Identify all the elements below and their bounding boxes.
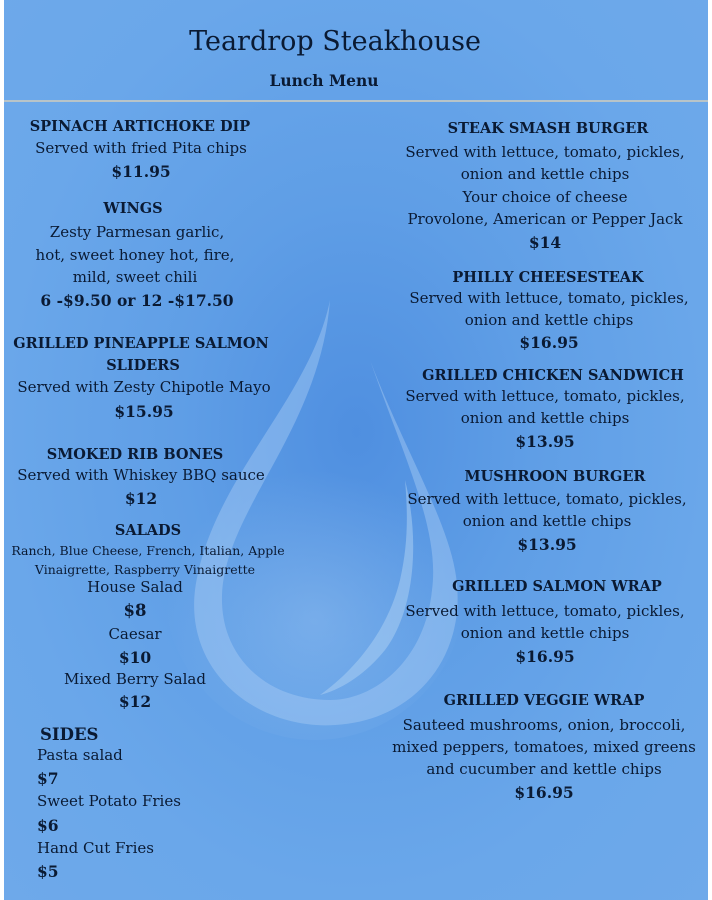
salmon-wrap-name: GRILLED SALMON WRAP <box>452 578 662 595</box>
smash-burger-name: STEAK SMASH BURGER <box>447 120 649 137</box>
wings-desc-1: Zesty Parmesan garlic, <box>49 223 225 241</box>
salmon-wrap-desc-2: onion and kettle chips <box>460 624 630 642</box>
side-item-name: Sweet Potato Fries <box>37 792 181 810</box>
salmon-sliders-name-1: GRILLED PINEAPPLE SALMON <box>13 335 269 352</box>
salad-item-price: $8 <box>123 601 147 620</box>
veggie-wrap-name: GRILLED VEGGIE WRAP <box>443 692 645 709</box>
restaurant-title: Teardrop Steakhouse <box>189 26 481 57</box>
smash-burger-desc-4: Provolone, American or Pepper Jack <box>407 210 683 228</box>
smash-burger-desc-2: onion and kettle chips <box>460 165 630 183</box>
mushroom-burger-name: MUSHROON BURGER <box>464 468 646 485</box>
salads-dressings-2: Vinaigrette, Raspberry Vinaigrette <box>34 562 256 577</box>
salmon-sliders-desc: Served with Zesty Chipotle Mayo <box>17 378 271 396</box>
salmon-wrap-desc-1: Served with lettuce, tomato, pickles, <box>405 602 685 620</box>
salmon-sliders-name-2: SLIDERS <box>106 357 180 374</box>
header-divider <box>4 100 708 102</box>
sides-heading: SIDES <box>40 725 99 744</box>
spinach-dip-desc: Served with fried Pita chips <box>35 139 247 157</box>
chicken-sandwich-name: GRILLED CHICKEN SANDWICH <box>422 367 684 384</box>
philly-name: PHILLY CHEESESTEAK <box>452 269 644 286</box>
rib-bones-price: $12 <box>124 489 158 508</box>
side-item-price: $7 <box>37 769 59 788</box>
salad-item-name: Caesar <box>108 625 162 643</box>
smash-burger-desc-3: Your choice of cheese <box>462 188 628 206</box>
wings-desc-2: hot, sweet honey hot, fire, <box>35 246 235 264</box>
veggie-wrap-desc-2: mixed peppers, tomatoes, mixed greens <box>392 738 696 756</box>
chicken-sandwich-desc-2: onion and kettle chips <box>460 409 630 427</box>
page-edge-left <box>0 0 4 900</box>
rib-bones-name: SMOKED RIB BONES <box>46 446 224 463</box>
mushroom-burger-price: $13.95 <box>517 535 577 554</box>
salad-item-name: Mixed Berry Salad <box>64 670 206 688</box>
menu-subtitle: Lunch Menu <box>269 71 379 90</box>
side-item-name: Hand Cut Fries <box>37 839 154 857</box>
smash-burger-price: $14 <box>528 233 562 252</box>
philly-desc-2: onion and kettle chips <box>464 311 634 329</box>
salad-item-name: House Salad <box>87 578 183 596</box>
page-edge-right <box>708 0 712 900</box>
veggie-wrap-desc-3: and cucumber and kettle chips <box>426 760 662 778</box>
wings-price: 6 -$9.50 or 12 -$17.50 <box>40 291 234 310</box>
smash-burger-desc-1: Served with lettuce, tomato, pickles, <box>405 143 685 161</box>
mushroom-burger-desc-2: onion and kettle chips <box>462 512 632 530</box>
chicken-sandwich-price: $13.95 <box>515 432 575 451</box>
veggie-wrap-price: $16.95 <box>514 783 574 802</box>
side-item-price: $6 <box>37 816 59 835</box>
spinach-dip-name: SPINACH ARTICHOKE DIP <box>29 118 251 135</box>
wings-desc-3: mild, sweet chili <box>72 268 198 286</box>
salad-item-price: $12 <box>118 692 152 711</box>
salmon-wrap-price: $16.95 <box>515 647 575 666</box>
spinach-dip-price: $11.95 <box>111 162 171 181</box>
salad-item-price: $10 <box>118 648 152 667</box>
wings-name: WINGS <box>103 200 163 217</box>
chicken-sandwich-desc-1: Served with lettuce, tomato, pickles, <box>405 387 685 405</box>
veggie-wrap-desc-1: Sauteed mushrooms, onion, broccoli, <box>402 716 686 734</box>
rib-bones-desc: Served with Whiskey BBQ sauce <box>17 466 265 484</box>
salads-heading: SALADS <box>114 522 182 539</box>
philly-price: $16.95 <box>519 333 579 352</box>
side-item-name: Pasta salad <box>37 746 123 764</box>
mushroom-burger-desc-1: Served with lettuce, tomato, pickles, <box>407 490 687 508</box>
philly-desc-1: Served with lettuce, tomato, pickles, <box>409 289 689 307</box>
salads-dressings-1: Ranch, Blue Cheese, French, Italian, Apple <box>11 543 285 558</box>
side-item-price: $5 <box>37 862 59 881</box>
menu-header <box>0 0 712 102</box>
salmon-sliders-price: $15.95 <box>114 402 174 421</box>
